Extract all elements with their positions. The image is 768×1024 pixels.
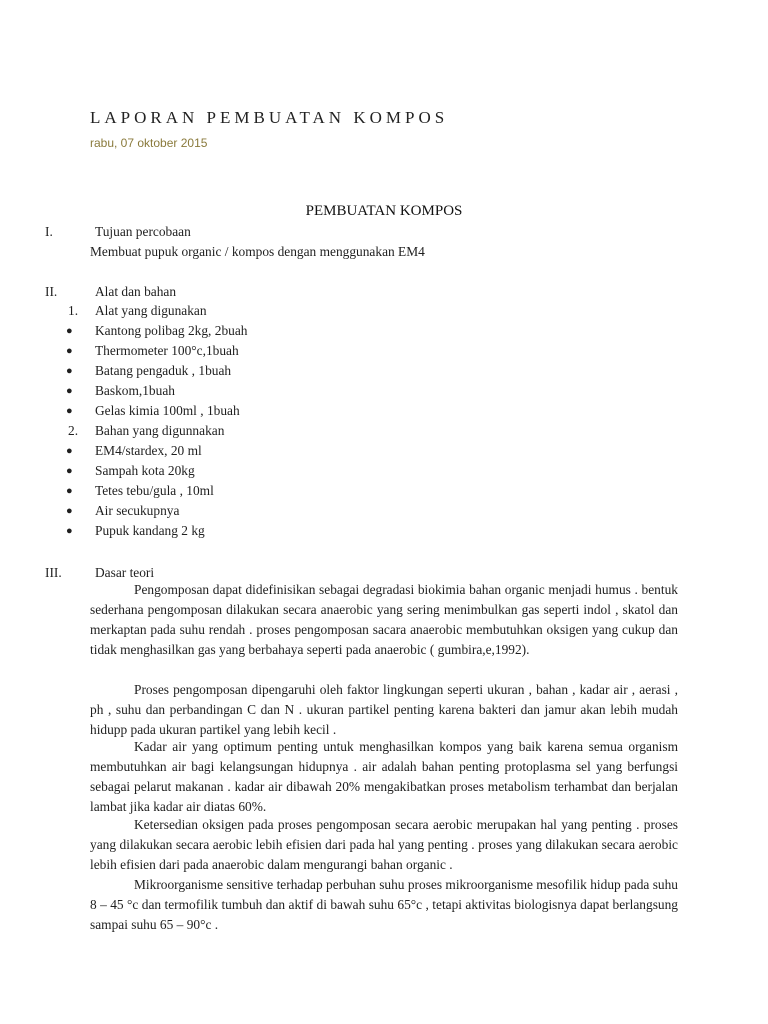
subsection-title: Alat yang digunakan (95, 303, 207, 318)
section-1-text: Membuat pupuk organic / kompos dengan menggunakan EM4 (90, 244, 425, 259)
bullet-icon: ● (66, 345, 73, 357)
paragraph-text: Mikroorganisme sensitive terhadap perbuhan suhu proses mikroorganisme mesofilik hidup pada suhu 8 – 45 °c dan termofilik tumbuh dan aktif di bawah suhu 65°c , tetapi aktivitas biologisnya dapat berlangsung sampai suhu 65 – 90°c . (90, 877, 678, 932)
paragraph-text: Kadar air yang optimum penting untuk menghasilkan kompos yang baik karena semua organism membutuhkan air bagi kelangsungan hidupnya . air adalah bahan penting protoplasma sel yang berfungsi sebagai pelarut makanan . kadar air dibawah 20% mengakibatkan proses metabolism terhambat dan berjalan lambat jika kadar air diatas 60%. (90, 739, 678, 814)
bullet-icon: ● (66, 385, 73, 397)
subsection-number: 2. (68, 423, 79, 438)
bullet-icon: ● (66, 485, 73, 497)
list-item-text: Sampah kota 20kg (95, 463, 195, 478)
list-item-text: Gelas kimia 100ml , 1buah (95, 403, 240, 418)
list-item-text: EM4/stardex, 20 ml (95, 443, 202, 458)
paragraph-text: Ketersedian oksigen pada proses pengomposan secara aerobic merupakan hal yang penting . proses yang dilakukan secara aerobic lebih efisien dari pada hal yang penting . proses yang dilakukan secara aerobic lebih efisien dari pada anaerobic dalam mengurangi bahan organic . (90, 817, 678, 872)
paragraph (90, 580, 678, 660)
list-item-text: Kantong polibag 2kg, 2buah (95, 323, 248, 338)
subsection-title: Bahan yang digunnakan (95, 423, 225, 438)
paragraph-text: Pengomposan dapat didefinisikan sebagai degradasi biokimia bahan organic menjadi humus . bentuk sederhana pengomposan dilakukan secara anaerobic yang sering menimbulkan gas seperti indol , skatol dan merkaptan pada suhu rendah . proses pengomposan sacara anaerobic membutuhkan oksigen yang cukup dan tidak menghasilkan gas yang berbahaya seperti pada anaerobic ( gumbira,e,1992). (90, 582, 678, 657)
list-item-text: Thermometer 100°c,1buah (95, 343, 239, 358)
section-number: II. (45, 284, 58, 299)
blog-post-title[interactable]: LAPORAN PEMBUATAN KOMPOS (90, 108, 449, 127)
section-number: I. (45, 224, 53, 239)
post-date: rabu, 07 oktober 2015 (90, 136, 208, 150)
section-title: Alat dan bahan (95, 284, 177, 299)
section-title: Tujuan percobaan (95, 224, 191, 239)
list-item-text: Air secukupnya (95, 503, 180, 518)
bullet-icon: ● (66, 405, 73, 417)
list-item-text: Pupuk kandang 2 kg (95, 523, 205, 538)
bullet-icon: ● (66, 465, 73, 477)
bullet-icon: ● (66, 365, 73, 377)
list-item-text: Baskom,1buah (95, 383, 175, 398)
subsection-number: 1. (68, 303, 79, 318)
list-item-text: Batang pengaduk , 1buah (95, 363, 232, 378)
bullet-icon: ● (66, 505, 73, 517)
section-title: Dasar teori (95, 565, 155, 580)
paragraph (90, 680, 678, 740)
bullet-icon: ● (66, 445, 73, 457)
document-heading: PEMBUATAN KOMPOS (305, 203, 463, 219)
paragraph (90, 875, 678, 935)
bullet-icon: ● (66, 325, 73, 337)
list-item-text: Tetes tebu/gula , 10ml (95, 483, 214, 498)
paragraph (90, 815, 678, 875)
bullet-icon: ● (66, 525, 73, 537)
paragraph-text: Proses pengomposan dipengaruhi oleh faktor lingkungan seperti ukuran , bahan , kadar air , aerasi , ph , suhu dan perbandingan C dan N . ukuran partikel penting karena bakteri dan jamur akan lebih mudah hidupp pada ukuran partikel yang lebih kecil . (90, 682, 678, 737)
paragraph (90, 737, 678, 817)
section-number: III. (45, 565, 62, 580)
